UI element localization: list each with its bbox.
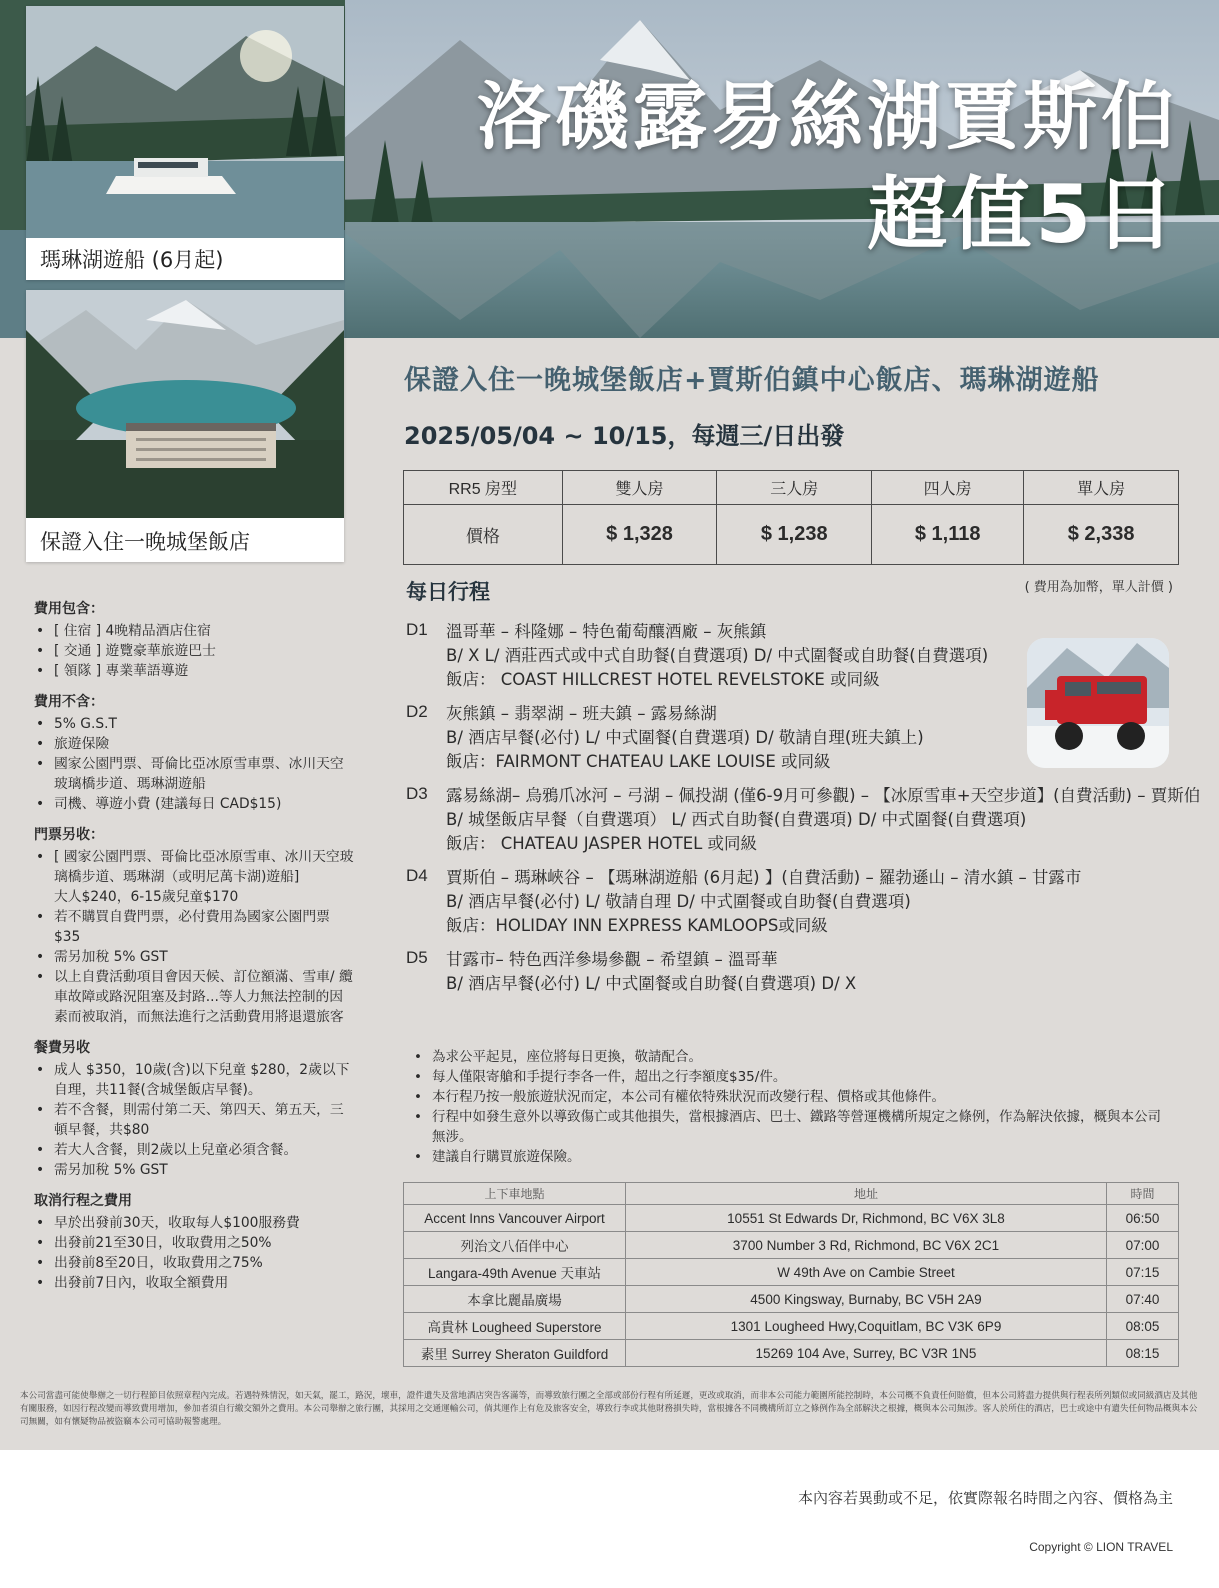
hotel-line: 飯店：HOLIDAY INN EXPRESS KAMLOOPS或同級 — [446, 916, 828, 935]
cancel-item: • 出發前21至30日，收取費用之50% — [34, 1233, 354, 1253]
header-cell: 雙人房 — [562, 471, 717, 505]
chateau-caption: 保證入住一晚城堡飯店 — [40, 530, 250, 554]
itinerary-day — [406, 784, 1206, 856]
rule-item: • 本行程乃按一般旅遊狀況而定，本公司有權依特殊狀況而改變行程、價格或其他條件。 — [414, 1087, 1174, 1107]
tour-rules — [414, 1047, 1174, 1167]
excluded-item: • 司機、導遊小費 (建議每日 CAD$15) — [34, 794, 354, 814]
fine-print: 本公司當盡可能使舉辦之一切行程節目依照章程內完成。若遇特殊情況，如天氣，罷工，路況，壞車，證件遺失及當地酒店突告客滿等，而導致旅行團之全部或部份行程有所延遲，更改或取消，而非本公司能力範圍所能控制時，本公司概不負責任何賠償，但本公司將盡力提供與行程表所列類似或同級酒店及其他有關服務，如因行程改變而導致費用增加，參加者須自行繳交額外之費用。本公司舉辦之旅行團，其採用之交通運輸公司，倘其運作上有危及旅客安全，導致行李或其他財務損失時，當根據各不同機構所訂立之條例作為全部解決之根據，概與本公司無涉。客人於所住的酒店，巴士或途中有遺失任何物品概與本公司無關，如有懷疑物品被盜竊本公司可協助報警處理。 — [20, 1391, 1198, 1427]
pickup-address: 15269 104 Ave, Surrey, BC V3R 1N5 — [626, 1340, 1107, 1367]
header-cell: 上下車地點 — [404, 1183, 626, 1205]
pickup-time: 07:40 — [1107, 1286, 1179, 1313]
tickets-item: • 需另加稅 5% GST — [34, 947, 354, 967]
hotel-line: 飯店： CHATEAU JASPER HOTEL 或同級 — [446, 834, 758, 853]
hotel-line: 飯店：FAIRMONT CHATEAU LAKE LOUISE 或同級 — [446, 752, 831, 771]
pickup-location: Langara-49th Avenue 天車站 — [404, 1259, 626, 1286]
price-cell: $ 2,338 — [1024, 505, 1179, 565]
price-table — [403, 470, 1179, 565]
included-item: • [ 交通 ] 遊覽豪華旅遊巴士 — [34, 641, 354, 661]
price-cell: $ 1,238 — [717, 505, 872, 565]
pickup-row — [404, 1259, 1179, 1286]
pickup-row — [404, 1313, 1179, 1340]
meals-heading: 餐費另收 — [34, 1040, 90, 1056]
currency-note: ( 費用為加幣，單人計價 ) — [1024, 580, 1173, 595]
meals-line: B/ 城堡飯店早餐（自費選項） L/ 西式自助餐(自費選項) D/ 中式圍餐(自費選項) — [446, 810, 1027, 829]
hero-title — [477, 68, 1179, 264]
header-cell: RR5 房型 — [404, 471, 563, 505]
tour-subtitle: 保證入住一晚城堡飯店+賈斯伯鎮中心飯店、瑪琳湖遊船 — [404, 365, 1100, 396]
pickup-address: 3700 Number 3 Rd, Richmond, BC V6X 2C1 — [626, 1232, 1107, 1259]
chateau-photo — [26, 290, 344, 518]
price-row-label: 價格 — [404, 505, 563, 565]
hero-title-line2: 超值5日 — [867, 168, 1179, 261]
meals-line: B/ X L/ 酒莊西式或中式自助餐(自費選項) D/ 中式圍餐或自助餐(自費選項) — [446, 646, 989, 665]
hotel-line: 飯店： COAST HILLCREST HOTEL REVELSTOKE 或同級 — [446, 670, 880, 689]
cruise-photo — [26, 6, 344, 238]
cancel-item: • 出發前8至20日，收取費用之75% — [34, 1253, 354, 1273]
price-cell: $ 1,328 — [562, 505, 717, 565]
included-item: • [ 住宿 ] 4晚精品酒店住宿 — [34, 621, 354, 641]
tickets-item: • 以上自費活動項目會因天候、訂位額滿、雪車/ 纜車故障或路況阻塞及封路...等人力無法控制的因素而被取消，而無法進行之活動費用將退還旅客 — [34, 967, 354, 1027]
pickup-time: 07:15 — [1107, 1259, 1179, 1286]
route-line: 溫哥華 – 科隆娜 – 特色葡萄釀酒廠 – 灰熊鎮 — [446, 622, 767, 641]
header-cell: 地址 — [626, 1183, 1107, 1205]
meals-item: • 若不含餐，則需付第二天、第四天、第五天，三頓早餐，共$80 — [34, 1100, 354, 1140]
route-line: 露易絲湖– 烏鴉爪冰河 – 弓湖 – 佩投湖 (僅6-9月可參觀) – 【冰原雪車+天空步道】(自費活動) – 賈斯伯 — [446, 786, 1201, 805]
footer-notice: 本內容若異動或不足，依實際報名時間之內容、價格為主 — [797, 1489, 1173, 1507]
tickets-item: • 若不購買自費門票，必付費用為國家公園門票 $35 — [34, 907, 354, 947]
meals-line: B/ 酒店早餐(必付) L/ 中式圍餐或自助餐(自費選項) D/ X — [446, 974, 857, 993]
rule-item: • 每人僅限寄艙和手提行李各一件，超出之行李額度$35/件。 — [414, 1067, 1174, 1087]
day-label: D1 — [406, 620, 428, 639]
pickup-time: 08:15 — [1107, 1340, 1179, 1367]
cancel-item: • 早於出發前30天，收取每人$100服務費 — [34, 1213, 354, 1233]
cruise-photo-card — [26, 6, 344, 280]
copyright: Copyright © LION TRAVEL — [1029, 1540, 1173, 1554]
included-item: • [ 領隊 ] 專業華語導遊 — [34, 661, 354, 681]
tickets-item: • [ 國家公園門票、哥倫比亞冰原雪車、冰川天空玻璃橋步道、瑪琳湖（或明尼萬卡湖)遊船] — [34, 847, 354, 887]
route-line: 灰熊鎮 – 翡翠湖 – 班夫鎮 – 露易絲湖 — [446, 704, 717, 723]
pickup-header — [404, 1183, 1179, 1205]
pickup-location: Accent Inns Vancouver Airport — [404, 1205, 626, 1232]
pickup-table — [403, 1182, 1179, 1367]
rule-item: • 為求公平起見，座位將每日更換，敬請配合。 — [414, 1047, 1174, 1067]
day-label: D2 — [406, 702, 428, 721]
cruise-caption: 瑪琳湖遊船 (6月起) — [40, 248, 224, 272]
pickup-row — [404, 1232, 1179, 1259]
cancel-item: • 出發前7日內，收取全額費用 — [34, 1273, 354, 1293]
cancel-heading: 取消行程之費用 — [34, 1193, 132, 1209]
header-cell: 三人房 — [717, 471, 872, 505]
pickup-time: 07:00 — [1107, 1232, 1179, 1259]
hero-title-line1: 洛磯露易絲湖賈斯伯 — [477, 74, 1179, 160]
pickup-address: 4500 Kingsway, Burnaby, BC V5H 2A9 — [626, 1286, 1107, 1313]
excluded-item: • 5% G.S.T — [34, 714, 354, 734]
pickup-time: 08:05 — [1107, 1313, 1179, 1340]
route-line: 甘露市– 特色西洋參場參觀 – 希望鎮 – 溫哥華 — [446, 950, 778, 969]
pickup-location: 素里 Surrey Sheraton Guildford — [404, 1340, 626, 1367]
header-cell: 單人房 — [1024, 471, 1179, 505]
excluded-item: • 國家公園門票、哥倫比亞冰原雪車票、冰川天空玻璃橋步道、瑪琳湖遊船 — [34, 754, 354, 794]
day-label: D3 — [406, 784, 428, 803]
pickup-address: W 49th Ave on Cambie Street — [626, 1259, 1107, 1286]
rule-item: • 建議自行購買旅遊保險。 — [414, 1147, 1174, 1167]
price-row — [404, 505, 1179, 565]
meals-line: B/ 酒店早餐(必付) L/ 敬請自理 D/ 中式圍餐或自助餐(自費選項) — [446, 892, 911, 911]
meals-item: • 需另加稅 5% GST — [34, 1160, 354, 1180]
departure-dates: 2025/05/04 ~ 10/15，每週三/日出發 — [404, 422, 845, 450]
itinerary-day — [406, 948, 1206, 996]
excluded-heading: 費用不含： — [34, 694, 104, 710]
tickets-price: 大人$240，6-15歲兒童$170 — [54, 889, 239, 905]
pickup-time: 06:50 — [1107, 1205, 1179, 1232]
ice-explorer-photo — [1027, 638, 1169, 768]
pickup-location: 列治文八佰伴中心 — [404, 1232, 626, 1259]
fee-details — [34, 598, 354, 1293]
chateau-photo-card — [26, 290, 344, 562]
header-cell: 時間 — [1107, 1183, 1179, 1205]
pickup-row — [404, 1286, 1179, 1313]
meals-item: • 若大人含餐，則2歲以上兒童必須含餐。 — [34, 1140, 354, 1160]
pickup-location: 高貴林 Lougheed Superstore — [404, 1313, 626, 1340]
itinerary-day — [406, 866, 1206, 938]
pickup-row — [404, 1205, 1179, 1232]
day-label: D4 — [406, 866, 428, 885]
itinerary-heading: 每日行程 — [406, 580, 490, 604]
pickup-address: 10551 St Edwards Dr, Richmond, BC V6X 3L8 — [626, 1205, 1107, 1232]
meals-item: • 成人 $350，10歲(含)以下兒童 $280，2歲以下自理，共11餐(含城堡飯店早餐)。 — [34, 1060, 354, 1100]
excluded-item: • 旅遊保險 — [34, 734, 354, 754]
header-cell: 四人房 — [872, 471, 1024, 505]
pickup-address: 1301 Lougheed Hwy,Coquitlam, BC V3K 6P9 — [626, 1313, 1107, 1340]
included-heading: 費用包含： — [34, 601, 104, 617]
price-table-header — [404, 471, 1179, 505]
day-label: D5 — [406, 948, 428, 967]
route-line: 賈斯伯 – 瑪琳峽谷 – 【瑪琳湖遊船 (6月起) 】(自費活動) – 羅勃遜山 – 清水鎮 – 甘露市 — [446, 868, 1082, 887]
rule-item: • 行程中如發生意外以導致傷亡或其他損失，當根據酒店、巴士、鐵路等營運機構所規定之條例，作為解決依據，概與本公司無涉。 — [414, 1107, 1174, 1147]
pickup-location: 本拿比麗晶廣場 — [404, 1286, 626, 1313]
pickup-row — [404, 1340, 1179, 1367]
tickets-heading: 門票另收： — [34, 827, 104, 843]
price-cell: $ 1,118 — [872, 505, 1024, 565]
meals-line: B/ 酒店早餐(必付) L/ 中式圍餐(自費選項) D/ 敬請自理(班夫鎮上) — [446, 728, 924, 747]
